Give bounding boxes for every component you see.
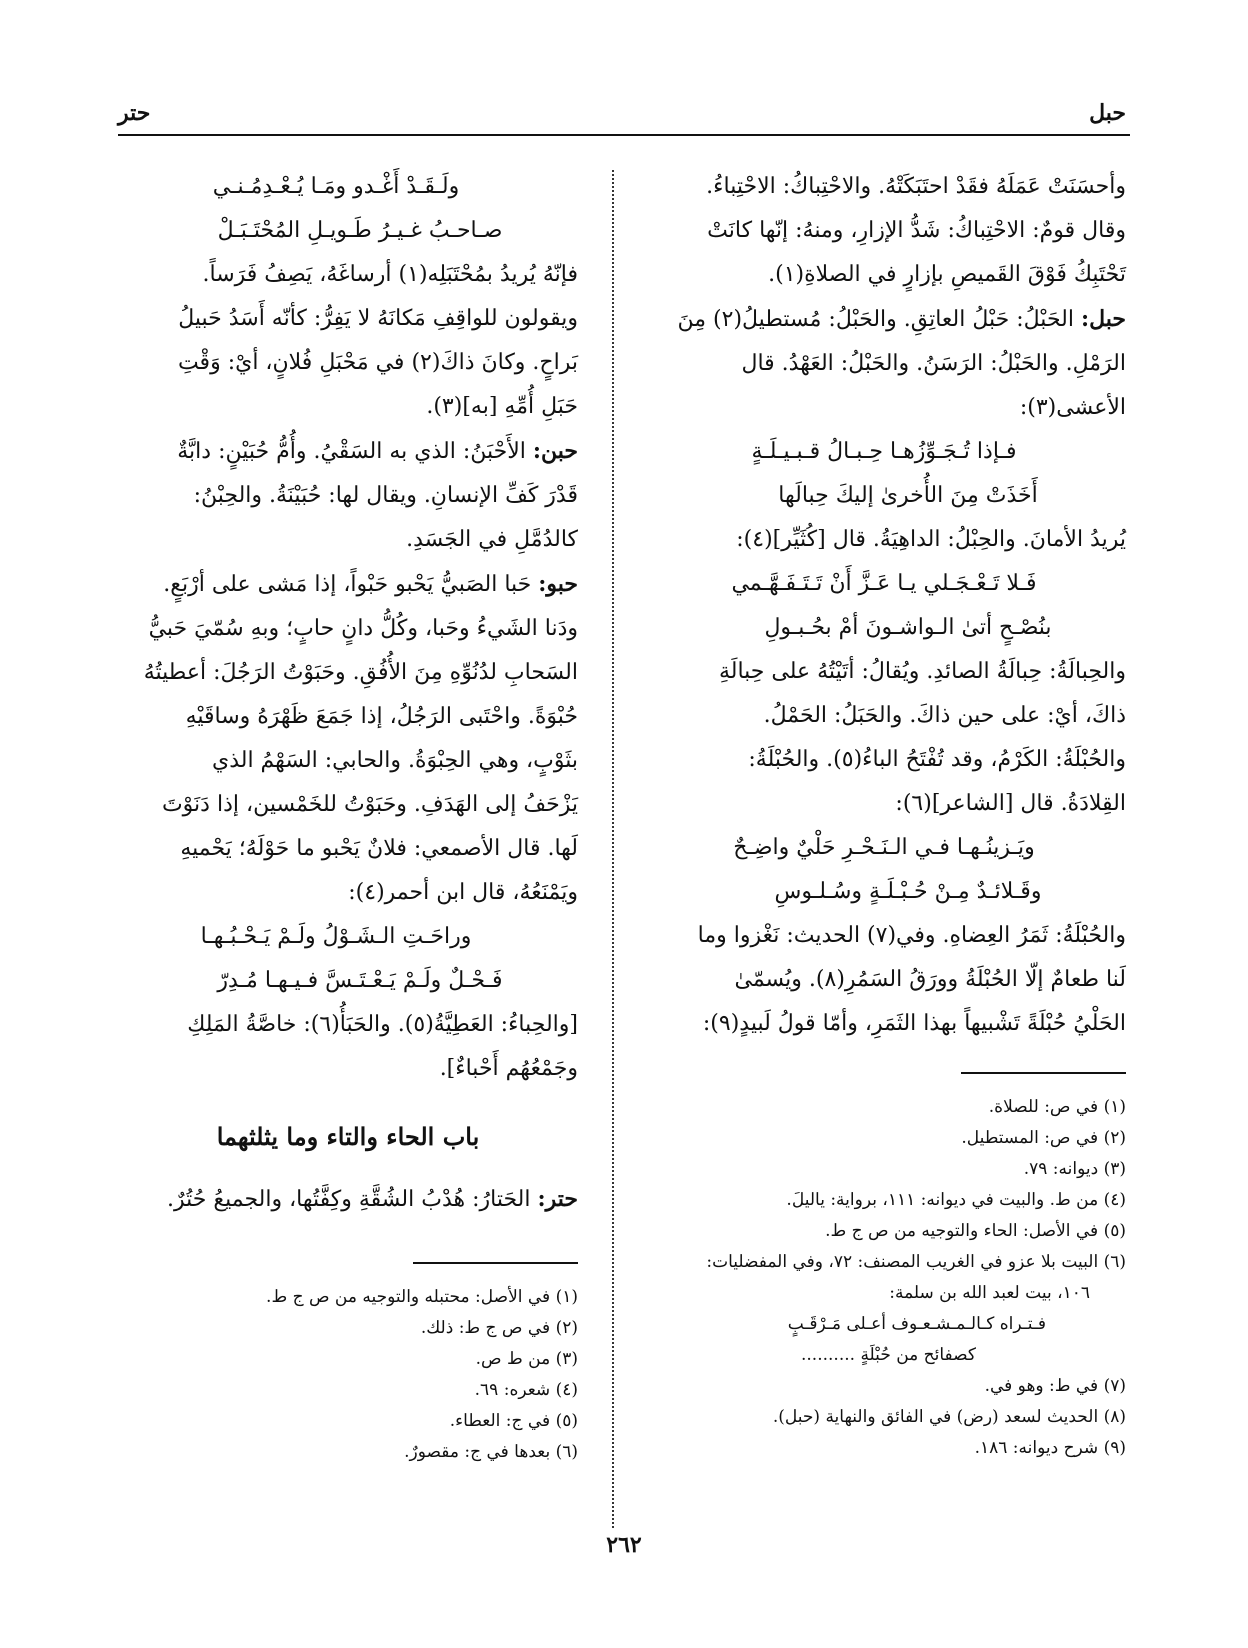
text-line: وقال قومٌ: الاحْتِباكُ: شَدُّ الإزارِ، ومنهُ: إنّها كانَتْ	[707, 218, 1126, 243]
footnote: (٥) في ج: العطاء.	[449, 1411, 578, 1431]
text-line: حُبْوَةً. واحْتَبى الرَجُلُ، إذا جَمَعَ ظَهْرَهُ وساقَيْهِ	[185, 704, 578, 729]
text-line: حَبَلِ أُمِّهِ [به](٣).	[426, 394, 578, 419]
text-line: بثَوْبٍ، وهي الحِبْوَةُ. والحابي: السَهْمُ الذي	[211, 748, 578, 773]
text-line: ذاكَ، أيْ: على حين ذاكَ. والحَبَلُ: الحَمْلُ.	[763, 703, 1126, 728]
verse-line: وراحَـتِ الـشَـوْلُ ولَـمْ يَـحْـبُـهـا	[200, 924, 472, 949]
footnote: (١) في ص: للصلاة.	[988, 1097, 1126, 1117]
footnote: (٢) في ص: المستطيل.	[961, 1128, 1126, 1148]
footnote: (٧) في ط: وهو في.	[984, 1376, 1126, 1396]
footnote: (٩) شرح ديوانه: ١٨٦.	[974, 1438, 1126, 1458]
footnotes-left	[118, 1282, 578, 1468]
text-line: [والحِباءُ: العَطِيَّةُ(٥). والحَبَأُ(٦): خاصَّةُ المَلِكِ	[187, 1012, 578, 1037]
text-line: يَزْحَفُ إلى الهَدَفِ. وحَبَوْتُ للخَمْسين، إذا دَنَوْتَ	[161, 792, 578, 817]
text-line: ويَمْنَعُهُ، قال ابن أحمر(٤):	[348, 880, 578, 905]
footnote: (٨) الحديث لسعد (رض) في الفائق والنهاية (حبل).	[772, 1407, 1126, 1427]
entry-headword: حتر:	[537, 1186, 578, 1212]
text-line: الأَحْبَنُ: الذي به السَقْيُ. وأُمُّ حُبَيْنٍ: دابَّةٌ	[177, 439, 526, 464]
text-line: وجَمْعُهُم أَحْباءٌ].	[439, 1056, 578, 1081]
text-line: تَحْتَبِكُ فَوْقَ القَميصِ بإزارٍ في الصلاةِ(١).	[768, 262, 1126, 287]
footnote-verse: فـتـراه كـالـمـشـعـوف أعـلى مَـرْقَـبٍ	[787, 1314, 1046, 1334]
verse-line: بنُصْـحٍ أتىٰ الـواشـونَ أمْ بحُـبـولِ	[764, 615, 1052, 640]
footnote-verse: كصفائح من حُبْلَةٍ ..........	[801, 1345, 976, 1365]
text-line: والحُبْلَةُ: ثَمَرُ العِضاهِ. وفي(٧) الحديث: نَغْزوا وما	[697, 923, 1126, 948]
entry-habw	[118, 562, 578, 915]
text-line: ويقولون للواقِفِ مَكانَهُ لا يَفِرُّ: كأنّه أَسَدُ حَبيلُ	[178, 306, 578, 331]
footnote: (٥) في الأصل: الحاء والتوجيه من ص ج ط.	[825, 1221, 1126, 1241]
footnote: (٣) ديوانه: ٧٩.	[1023, 1159, 1126, 1179]
footnote: (٤) شعره: ٦٩.	[474, 1380, 578, 1400]
verse-line: فَـحْـلٌ ولَـمْ يَـعْـتَـسَّ فـيـهـا مُـدِرّ	[217, 968, 503, 993]
text-line: الحَتارُ: هُدْبُ الشُقَّةِ وكِفَّتُها، والجميعُ حُتُرٌ.	[167, 1187, 531, 1212]
right-column	[666, 165, 1126, 1464]
text-line: لَنا طعامٌ إلّا الحُبْلَةُ وورَقُ السَمُرِ(٨). ويُسمّىٰ	[734, 967, 1126, 992]
footnote-rule	[413, 1262, 578, 1264]
text-line: فإنّهُ يُريدُ بمُحْتَبَلِه(١) أرساغَهُ، يَصِفُ فَرَساً.	[202, 262, 578, 287]
text-line: السَحابِ لدُنُوِّهِ مِنَ الأُفُقِ. وحَبَوْتُ الرَجُلَ: أعطيتُهُ	[143, 660, 578, 685]
left-column	[118, 165, 578, 1468]
entry-headword: حبن:	[532, 438, 578, 464]
footnote: (٣) من ط ص.	[475, 1349, 578, 1369]
text-line: كالدُمَّلِ في الجَسَدِ.	[406, 527, 578, 552]
text-line: الرَمْلِ. والحَبْلُ: الرَسَنُ. والحَبْلُ: العَهْدُ. قال	[741, 351, 1126, 376]
footnote: (٢) في ص ج ط: ذلك.	[420, 1318, 578, 1338]
running-header-right: حبل	[1089, 100, 1126, 126]
entry-habl	[666, 297, 1126, 430]
text-line: الحَبْلُ: حَبْلُ العاتِقِ. والحَبْلُ: مُستطيلُ(٢) مِنَ	[677, 307, 1074, 332]
footnote: (٦) بعدها في ج: مقصورٌ.	[404, 1442, 578, 1462]
text-line: حَبا الصَبيُّ يَحْبو حَبْواً، إذا مَشى على أرْبَعٍ.	[163, 572, 532, 597]
verse-line: ويَـزينُـهـا فـي الـنَـحْـرِ حَلْيٌ واضِـحٌ	[733, 835, 1035, 860]
verse-line: أَخَذَتْ مِنَ الأُخرىٰ إليكَ حِبالَها	[778, 483, 1038, 508]
text-line: والحُبْلَةُ: الكَرْمُ، وقد تُفْتَحُ الباءُ(٥). والحُبْلَةُ:	[748, 747, 1126, 772]
footnote: ١٠٦، بيت لعبد الله بن سلمة:	[889, 1283, 1090, 1303]
footnote: (٦) البيت بلا عزو في الغريب المصنف: ٧٢، وفي المفضليات:	[706, 1252, 1126, 1272]
text-line: ودَنا الشَيءُ وحَبا، وكُلُّ دانٍ حابٍ؛ وبهِ سُمّيَ حَبيُّ	[148, 616, 578, 641]
verse-line: وقَـلائـدٌ مِـنْ حُـبْـلَـةٍ وسُـلـوسِ	[774, 879, 1042, 904]
column-divider	[612, 170, 614, 1528]
header-rule	[118, 134, 1130, 136]
text-line: الأعشى(٣):	[1019, 395, 1126, 420]
text-line: قَدْرَ كَفِّ الإنسانِ. ويقال لها: حُبَيْنَةُ. والحِبْنُ:	[193, 483, 578, 508]
footnotes-right	[666, 1092, 1126, 1464]
entry-habn	[118, 429, 578, 562]
entry-headword: حبو:	[538, 571, 578, 597]
text-line: لَها. قال الأصمعي: فلانٌ يَحْبو ما حَوْلَهُ؛ يَحْميهِ	[180, 836, 578, 861]
footnote: (٤) من ط. والبيت في ديوانه: ١١١، برواية: ياليلَ.	[786, 1190, 1126, 1210]
text-line: والحِبالَةُ: حِبالَةُ الصائدِ. ويُقالُ: أتَيْتُهُ على حِبالَةِ	[718, 659, 1126, 684]
verse-line: فـإذا تُـجَـوِّزُهـا حِـبـالُ قـبـيـلَـةٍ	[751, 439, 1017, 464]
text-line: يُريدُ الأمانَ. والحِبْلُ: الداهِيَةُ. قال [كُثَيِّر](٤):	[736, 527, 1126, 552]
running-header-left: حتر	[118, 100, 151, 126]
entry-hatr	[118, 1177, 578, 1222]
verse-line: صـاحـبُ غـيـرُ طَـويـلِ المُحْتَـبَـلْ	[217, 218, 503, 243]
text-line: وأحسَنَتْ عَمَلَهُ فقَدْ احتَبَكَتْهُ. والاحْتِباكُ: الاحْتِباءُ.	[706, 174, 1126, 199]
text-line: الحَلْيُ حُبْلَةً تَشْبيهاً بهذا الثَمَرِ، وأمّا قولُ لَبيدٍ(٩):	[702, 1011, 1126, 1036]
section-title: باب الحاء والتاء وما يثلثهما	[216, 1122, 480, 1151]
page-number: ٢٦٢	[606, 1532, 642, 1558]
footnote-rule	[961, 1072, 1126, 1074]
text-line: القِلادَةُ. قال [الشاعر](٦):	[895, 791, 1126, 816]
footnote: (١) في الأصل: محتبله والتوجيه من ص ج ط.	[266, 1287, 578, 1307]
verse-line: ولَـقَـدْ أَغْـدو ومَـا يُـعْـدِمُـنـي	[212, 174, 460, 199]
verse-line: فَـلا تَـعْـجَـلي يـا عَـزَّ أَنْ تَـتَـفَـهَّـمي	[731, 571, 1037, 596]
entry-headword: حبل:	[1080, 306, 1126, 332]
text-line: بَراحٍ. وكانَ ذاكَ(٢) في مَحْبَلِ فُلانٍ، أيْ: وَقْتِ	[177, 350, 578, 375]
